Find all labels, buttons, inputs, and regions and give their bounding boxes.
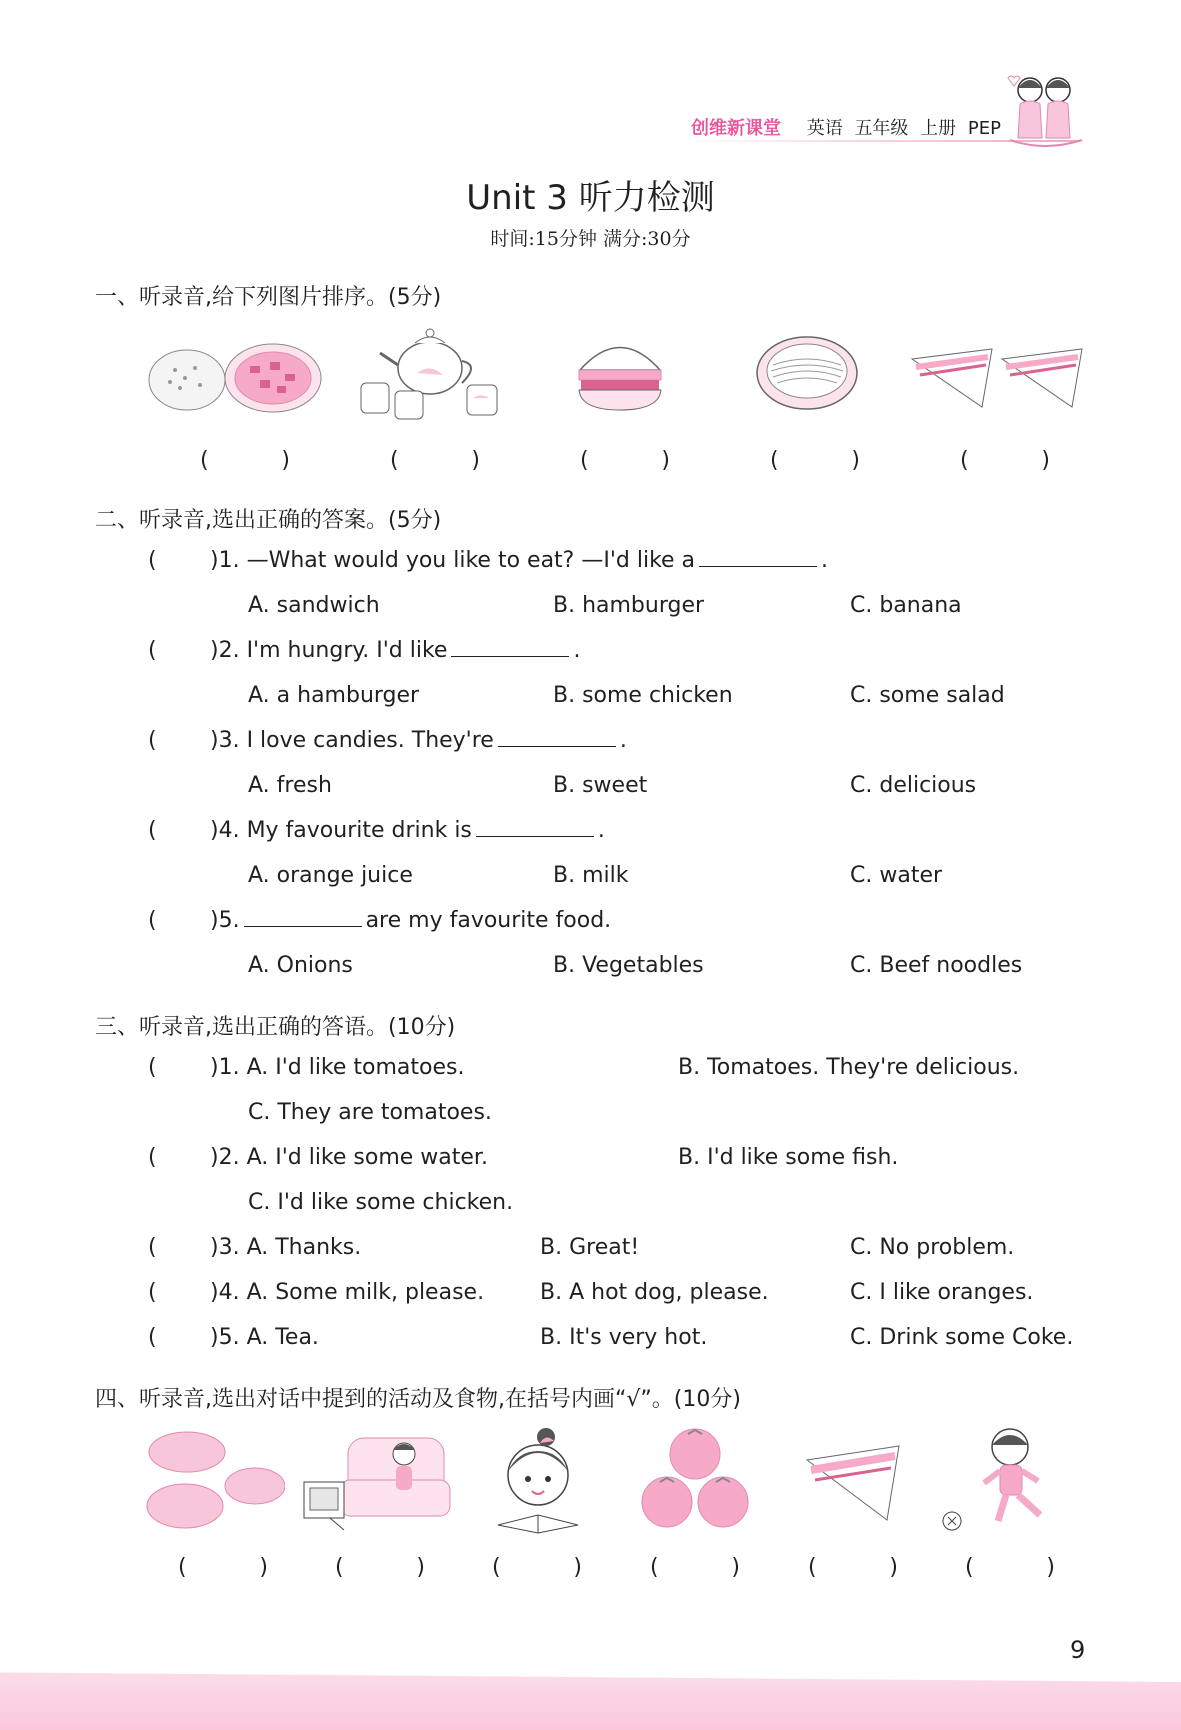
answer-paren-4-1[interactable]: ( ) [178, 1555, 268, 1580]
option-b[interactable]: B. hamburger [553, 593, 705, 618]
option-a[interactable]: )1. A. I'd like tomatoes. [210, 1055, 465, 1080]
option-c[interactable]: C. water [850, 863, 943, 888]
option-c[interactable]: C. delicious [850, 773, 977, 798]
answer-paren-open[interactable]: ( [148, 1145, 157, 1170]
option-b[interactable]: B. It's very hot. [540, 1325, 708, 1350]
answer-blank[interactable] [476, 818, 594, 837]
option-a[interactable]: A. fresh [248, 773, 332, 798]
volume-label: 上册 [920, 118, 957, 139]
answer-paren-1-1[interactable]: ( ) [200, 448, 290, 473]
question-text: )5. are my favourite food. [210, 908, 612, 933]
edition-label: PEP [967, 118, 1001, 139]
answer-paren-open[interactable]: ( [148, 548, 157, 573]
option-c[interactable]: C. banana [850, 593, 962, 618]
question-text: )2. I'm hungry. I'd like . [210, 638, 581, 663]
option-a[interactable]: )5. A. Tea. [210, 1325, 319, 1350]
answer-paren-open[interactable]: ( [148, 638, 157, 663]
answer-paren-open[interactable]: ( [148, 728, 157, 753]
option-b[interactable]: B. Tomatoes. They're delicious. [678, 1055, 1020, 1080]
page-subtitle: 时间:15分钟 满分:30分 [490, 228, 691, 250]
option-b[interactable]: B. Vegetables [553, 953, 704, 978]
option-a[interactable]: A. sandwich [248, 593, 380, 618]
subject-label: 英语 [806, 118, 843, 139]
answer-paren-1-5[interactable]: ( ) [960, 448, 1050, 473]
footer-band [0, 1650, 1181, 1730]
option-a[interactable]: A. a hamburger [248, 683, 420, 708]
sandwich-icon [803, 1440, 903, 1525]
answer-blank[interactable] [244, 908, 362, 927]
question-text: )4. My favourite drink is . [210, 818, 605, 843]
page-title: Unit 3 听力检测 [466, 178, 715, 218]
question-text: )3. I love candies. They're . [210, 728, 627, 753]
option-a[interactable]: )3. A. Thanks. [210, 1235, 362, 1260]
tomatoes-icon [640, 1428, 750, 1533]
answer-paren-1-4[interactable]: ( ) [770, 448, 860, 473]
option-c[interactable]: C. They are tomatoes. [248, 1100, 492, 1125]
option-c[interactable]: C. Beef noodles [850, 953, 1023, 978]
option-a[interactable]: A. orange juice [248, 863, 413, 888]
brand-label: 创维新课堂 [690, 118, 781, 139]
answer-paren-4-3[interactable]: ( ) [492, 1555, 582, 1580]
option-c[interactable]: C. I'd like some chicken. [248, 1190, 514, 1215]
answer-paren-open[interactable]: ( [148, 1280, 157, 1305]
hamburger-icon [575, 330, 665, 415]
answer-paren-open[interactable]: ( [148, 1325, 157, 1350]
answer-paren-4-2[interactable]: ( ) [335, 1555, 425, 1580]
kids-mascot-icon [1000, 68, 1090, 158]
question-text: )1. —What would you like to eat? —I'd like a . [210, 548, 829, 573]
section1-heading: 一、听录音,给下列图片排序。(5分) [95, 285, 442, 310]
option-b[interactable]: B. Great! [540, 1235, 640, 1260]
grade-label: 五年级 [854, 118, 909, 139]
answer-paren-open[interactable]: ( [148, 908, 157, 933]
option-c[interactable]: C. No problem. [850, 1235, 1015, 1260]
answer-blank[interactable] [699, 548, 817, 567]
girl-reading-icon [488, 1425, 588, 1535]
option-c[interactable]: C. Drink some Coke. [850, 1325, 1074, 1350]
answer-paren-4-6[interactable]: ( ) [965, 1555, 1055, 1580]
page-header [691, 114, 1001, 140]
answer-blank[interactable] [498, 728, 616, 747]
option-b[interactable]: B. A hot dog, please. [540, 1280, 769, 1305]
option-c[interactable]: C. I like oranges. [850, 1280, 1034, 1305]
option-a[interactable]: )2. A. I'd like some water. [210, 1145, 488, 1170]
answer-paren-open[interactable]: ( [148, 1235, 157, 1260]
section2-heading: 二、听录音,选出正确的答案。(5分) [95, 508, 442, 533]
answer-paren-open[interactable]: ( [148, 1055, 157, 1080]
answer-paren-open[interactable]: ( [148, 818, 157, 843]
answer-paren-4-5[interactable]: ( ) [808, 1555, 898, 1580]
answer-paren-1-2[interactable]: ( ) [390, 448, 480, 473]
answer-blank[interactable] [451, 638, 569, 657]
option-b[interactable]: B. milk [553, 863, 629, 888]
answer-paren-1-3[interactable]: ( ) [580, 448, 670, 473]
option-c[interactable]: C. some salad [850, 683, 1005, 708]
option-a[interactable]: A. Onions [248, 953, 353, 978]
noodles-bowl-icon [755, 335, 860, 413]
option-a[interactable]: )4. A. Some milk, please. [210, 1280, 485, 1305]
girl-playing-football-icon [940, 1425, 1065, 1535]
answer-paren-4-4[interactable]: ( ) [650, 1555, 740, 1580]
page-number: 9 [1070, 1636, 1086, 1664]
sandwich-icon [910, 345, 1085, 415]
option-b[interactable]: B. sweet [553, 773, 648, 798]
rice-and-meat-icon [145, 340, 325, 415]
section4-heading: 四、听录音,选出对话中提到的活动及食物,在括号内画“√”。(10分) [95, 1387, 741, 1412]
option-b[interactable]: B. I'd like some fish. [678, 1145, 899, 1170]
section3-heading: 三、听录音,选出正确的答语。(10分) [95, 1015, 456, 1040]
teapot-and-cups-icon [355, 323, 505, 423]
bread-icon [145, 1430, 285, 1530]
girl-watching-tv-icon [300, 1430, 455, 1535]
option-b[interactable]: B. some chicken [553, 683, 733, 708]
